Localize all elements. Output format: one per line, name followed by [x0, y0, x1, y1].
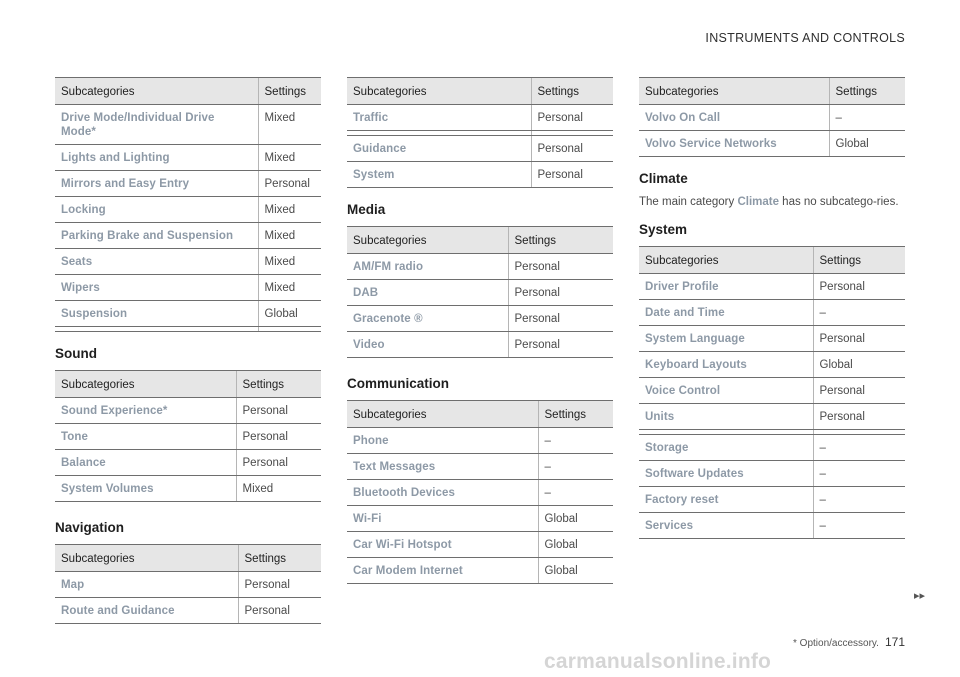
setting-cell: Personal: [508, 332, 613, 358]
system-heading: System: [639, 222, 688, 237]
table-row: [639, 131, 905, 157]
setting-cell: Personal: [813, 326, 905, 352]
table-row: [55, 223, 321, 249]
table-row: [347, 306, 613, 332]
table-row: [347, 105, 613, 131]
subcategory-cell: Traffic: [347, 105, 531, 131]
settings-table-vehicle: [55, 77, 321, 332]
climate-keyword: Climate: [737, 196, 779, 208]
setting-cell: Personal: [236, 424, 321, 450]
subcategory-cell: Car Wi-Fi Hotspot: [347, 532, 538, 558]
subcategories-header: Subcategories: [639, 78, 829, 105]
table-row: [347, 332, 613, 358]
page-number: 171: [884, 635, 905, 649]
table-row: [347, 558, 613, 584]
subcategory-cell: Wipers: [55, 275, 258, 301]
page-section-title: INSTRUMENTS AND CONTROLS: [705, 31, 905, 45]
setting-cell: –: [813, 461, 905, 487]
setting-cell: Personal: [813, 378, 905, 404]
subcategory-cell: Text Messages: [347, 454, 538, 480]
subcategory-cell: Date and Time: [639, 300, 813, 326]
subcategory-cell: Video: [347, 332, 508, 358]
settings-table-sound: [55, 370, 321, 502]
table-row: [639, 513, 905, 539]
subcategory-cell: Volvo Service Networks: [639, 131, 829, 157]
setting-cell: –: [829, 105, 905, 131]
subcategory-cell: Guidance: [347, 136, 531, 162]
subcategory-cell: Lights and Lighting: [55, 145, 258, 171]
settings-header: Settings: [829, 78, 905, 105]
table-spacer-row: [55, 327, 321, 332]
table-row: [639, 300, 905, 326]
subcategory-cell: Tone: [55, 424, 236, 450]
table-row: [639, 105, 905, 131]
subcategory-cell: System Language: [639, 326, 813, 352]
table-row: [639, 461, 905, 487]
table-row: [55, 424, 321, 450]
table-row: [347, 454, 613, 480]
table-row: [347, 280, 613, 306]
table-row: [55, 275, 321, 301]
table-row: [347, 480, 613, 506]
setting-cell: Mixed: [258, 249, 321, 275]
table-row: [55, 249, 321, 275]
setting-cell: Global: [538, 532, 613, 558]
setting-cell: –: [813, 487, 905, 513]
subcategories-header: Subcategories: [55, 371, 236, 398]
table-row: [55, 197, 321, 223]
table-row: [55, 145, 321, 171]
setting-cell: Mixed: [258, 275, 321, 301]
subcategory-cell: Gracenote ®: [347, 306, 508, 332]
setting-cell: –: [813, 300, 905, 326]
table-row: [639, 435, 905, 461]
climate-heading: Climate: [639, 171, 688, 186]
setting-cell: Personal: [531, 162, 613, 188]
setting-cell: –: [538, 428, 613, 454]
column-3: [639, 77, 905, 539]
subcategory-cell: Bluetooth Devices: [347, 480, 538, 506]
subcategory-cell: Units: [639, 404, 813, 430]
table-row: [55, 398, 321, 424]
setting-cell: Global: [829, 131, 905, 157]
settings-table-communication: [347, 400, 613, 584]
settings-table-general: [639, 77, 905, 157]
subcategory-cell: Mirrors and Easy Entry: [55, 171, 258, 197]
subcategory-cell: Keyboard Layouts: [639, 352, 813, 378]
setting-cell: Mixed: [258, 145, 321, 171]
column-2: [347, 77, 613, 584]
subcategory-cell: Parking Brake and Suspension: [55, 223, 258, 249]
setting-cell: Personal: [238, 598, 321, 624]
subcategory-cell: Factory reset: [639, 487, 813, 513]
setting-cell: –: [538, 454, 613, 480]
table-row: [347, 136, 613, 162]
setting-cell: Personal: [508, 280, 613, 306]
subcategory-cell: Balance: [55, 450, 236, 476]
settings-header: Settings: [508, 227, 613, 254]
subcategory-cell: AM/FM radio: [347, 254, 508, 280]
subcategory-cell: System Volumes: [55, 476, 236, 502]
subcategories-header: Subcategories: [639, 247, 813, 274]
subcategory-cell: Sound Experience*: [55, 398, 236, 424]
settings-table-media: [347, 226, 613, 358]
subcategory-cell: Phone: [347, 428, 538, 454]
setting-cell: –: [538, 480, 613, 506]
subcategory-cell: Seats: [55, 249, 258, 275]
subcategory-cell: Locking: [55, 197, 258, 223]
subcategory-cell: DAB: [347, 280, 508, 306]
subcategory-cell: Car Modem Internet: [347, 558, 538, 584]
table-row: [55, 598, 321, 624]
table-row: [347, 532, 613, 558]
setting-cell: Global: [258, 301, 321, 327]
setting-cell: Personal: [531, 136, 613, 162]
table-row: [55, 476, 321, 502]
table-row: [639, 404, 905, 430]
settings-table-navigation-cont: [347, 77, 613, 188]
subcategory-cell: Drive Mode/Individual Drive Mode*: [55, 105, 258, 145]
column-1: [55, 77, 321, 624]
navigation-heading: Navigation: [55, 520, 125, 535]
settings-header: Settings: [531, 78, 613, 105]
climate-description: The main category Climate has no subcatego-ries.: [639, 196, 899, 208]
table-row: [639, 352, 905, 378]
setting-cell: –: [813, 435, 905, 461]
subcategory-cell: Services: [639, 513, 813, 539]
setting-cell: Personal: [813, 404, 905, 430]
page-footer: [793, 635, 905, 649]
settings-header: Settings: [238, 545, 321, 572]
setting-cell: Personal: [813, 274, 905, 300]
table-row: [55, 105, 321, 145]
table-row: [347, 506, 613, 532]
table-row: [347, 254, 613, 280]
setting-cell: Global: [538, 558, 613, 584]
setting-cell: Mixed: [236, 476, 321, 502]
setting-cell: Personal: [236, 450, 321, 476]
watermark: carmanualsonline.info: [544, 650, 772, 673]
subcategories-header: Subcategories: [55, 78, 258, 105]
subcategory-cell: System: [347, 162, 531, 188]
setting-cell: –: [813, 513, 905, 539]
table-row: [347, 428, 613, 454]
setting-cell: Personal: [258, 171, 321, 197]
subcategory-cell: Volvo On Call: [639, 105, 829, 131]
subcategory-cell: Map: [55, 572, 238, 598]
subcategories-header: Subcategories: [347, 78, 531, 105]
settings-table-system: [639, 246, 905, 539]
subcategories-header: Subcategories: [347, 401, 538, 428]
subcategory-cell: Wi-Fi: [347, 506, 538, 532]
setting-cell: Personal: [236, 398, 321, 424]
setting-cell: Personal: [508, 254, 613, 280]
setting-cell: Mixed: [258, 223, 321, 249]
communication-heading: Communication: [347, 376, 450, 391]
setting-cell: Global: [813, 352, 905, 378]
settings-table-navigation: [55, 544, 321, 624]
subcategory-cell: Software Updates: [639, 461, 813, 487]
setting-cell: Mixed: [258, 197, 321, 223]
table-row: [55, 572, 321, 598]
table-row: [55, 301, 321, 327]
table-row: [639, 487, 905, 513]
table-row: [639, 326, 905, 352]
setting-cell: Global: [538, 506, 613, 532]
subcategory-cell: Storage: [639, 435, 813, 461]
table-row: [347, 162, 613, 188]
setting-cell: Personal: [508, 306, 613, 332]
setting-cell: Personal: [238, 572, 321, 598]
subcategories-header: Subcategories: [55, 545, 238, 572]
media-heading: Media: [347, 202, 386, 217]
settings-header: Settings: [236, 371, 321, 398]
table-row: [55, 171, 321, 197]
settings-header: Settings: [538, 401, 613, 428]
table-row: [639, 274, 905, 300]
sound-heading: Sound: [55, 346, 97, 361]
setting-cell: Mixed: [258, 105, 321, 145]
subcategory-cell: Driver Profile: [639, 274, 813, 300]
subcategories-header: Subcategories: [347, 227, 508, 254]
setting-cell: Personal: [531, 105, 613, 131]
table-row: [639, 378, 905, 404]
settings-header: Settings: [813, 247, 905, 274]
settings-header: Settings: [258, 78, 321, 105]
continue-arrows-icon: ▸▸: [914, 590, 926, 602]
subcategory-cell: Suspension: [55, 301, 258, 327]
table-row: [55, 450, 321, 476]
footnote: * Option/accessory.: [793, 638, 879, 649]
subcategory-cell: Route and Guidance: [55, 598, 238, 624]
subcategory-cell: Voice Control: [639, 378, 813, 404]
